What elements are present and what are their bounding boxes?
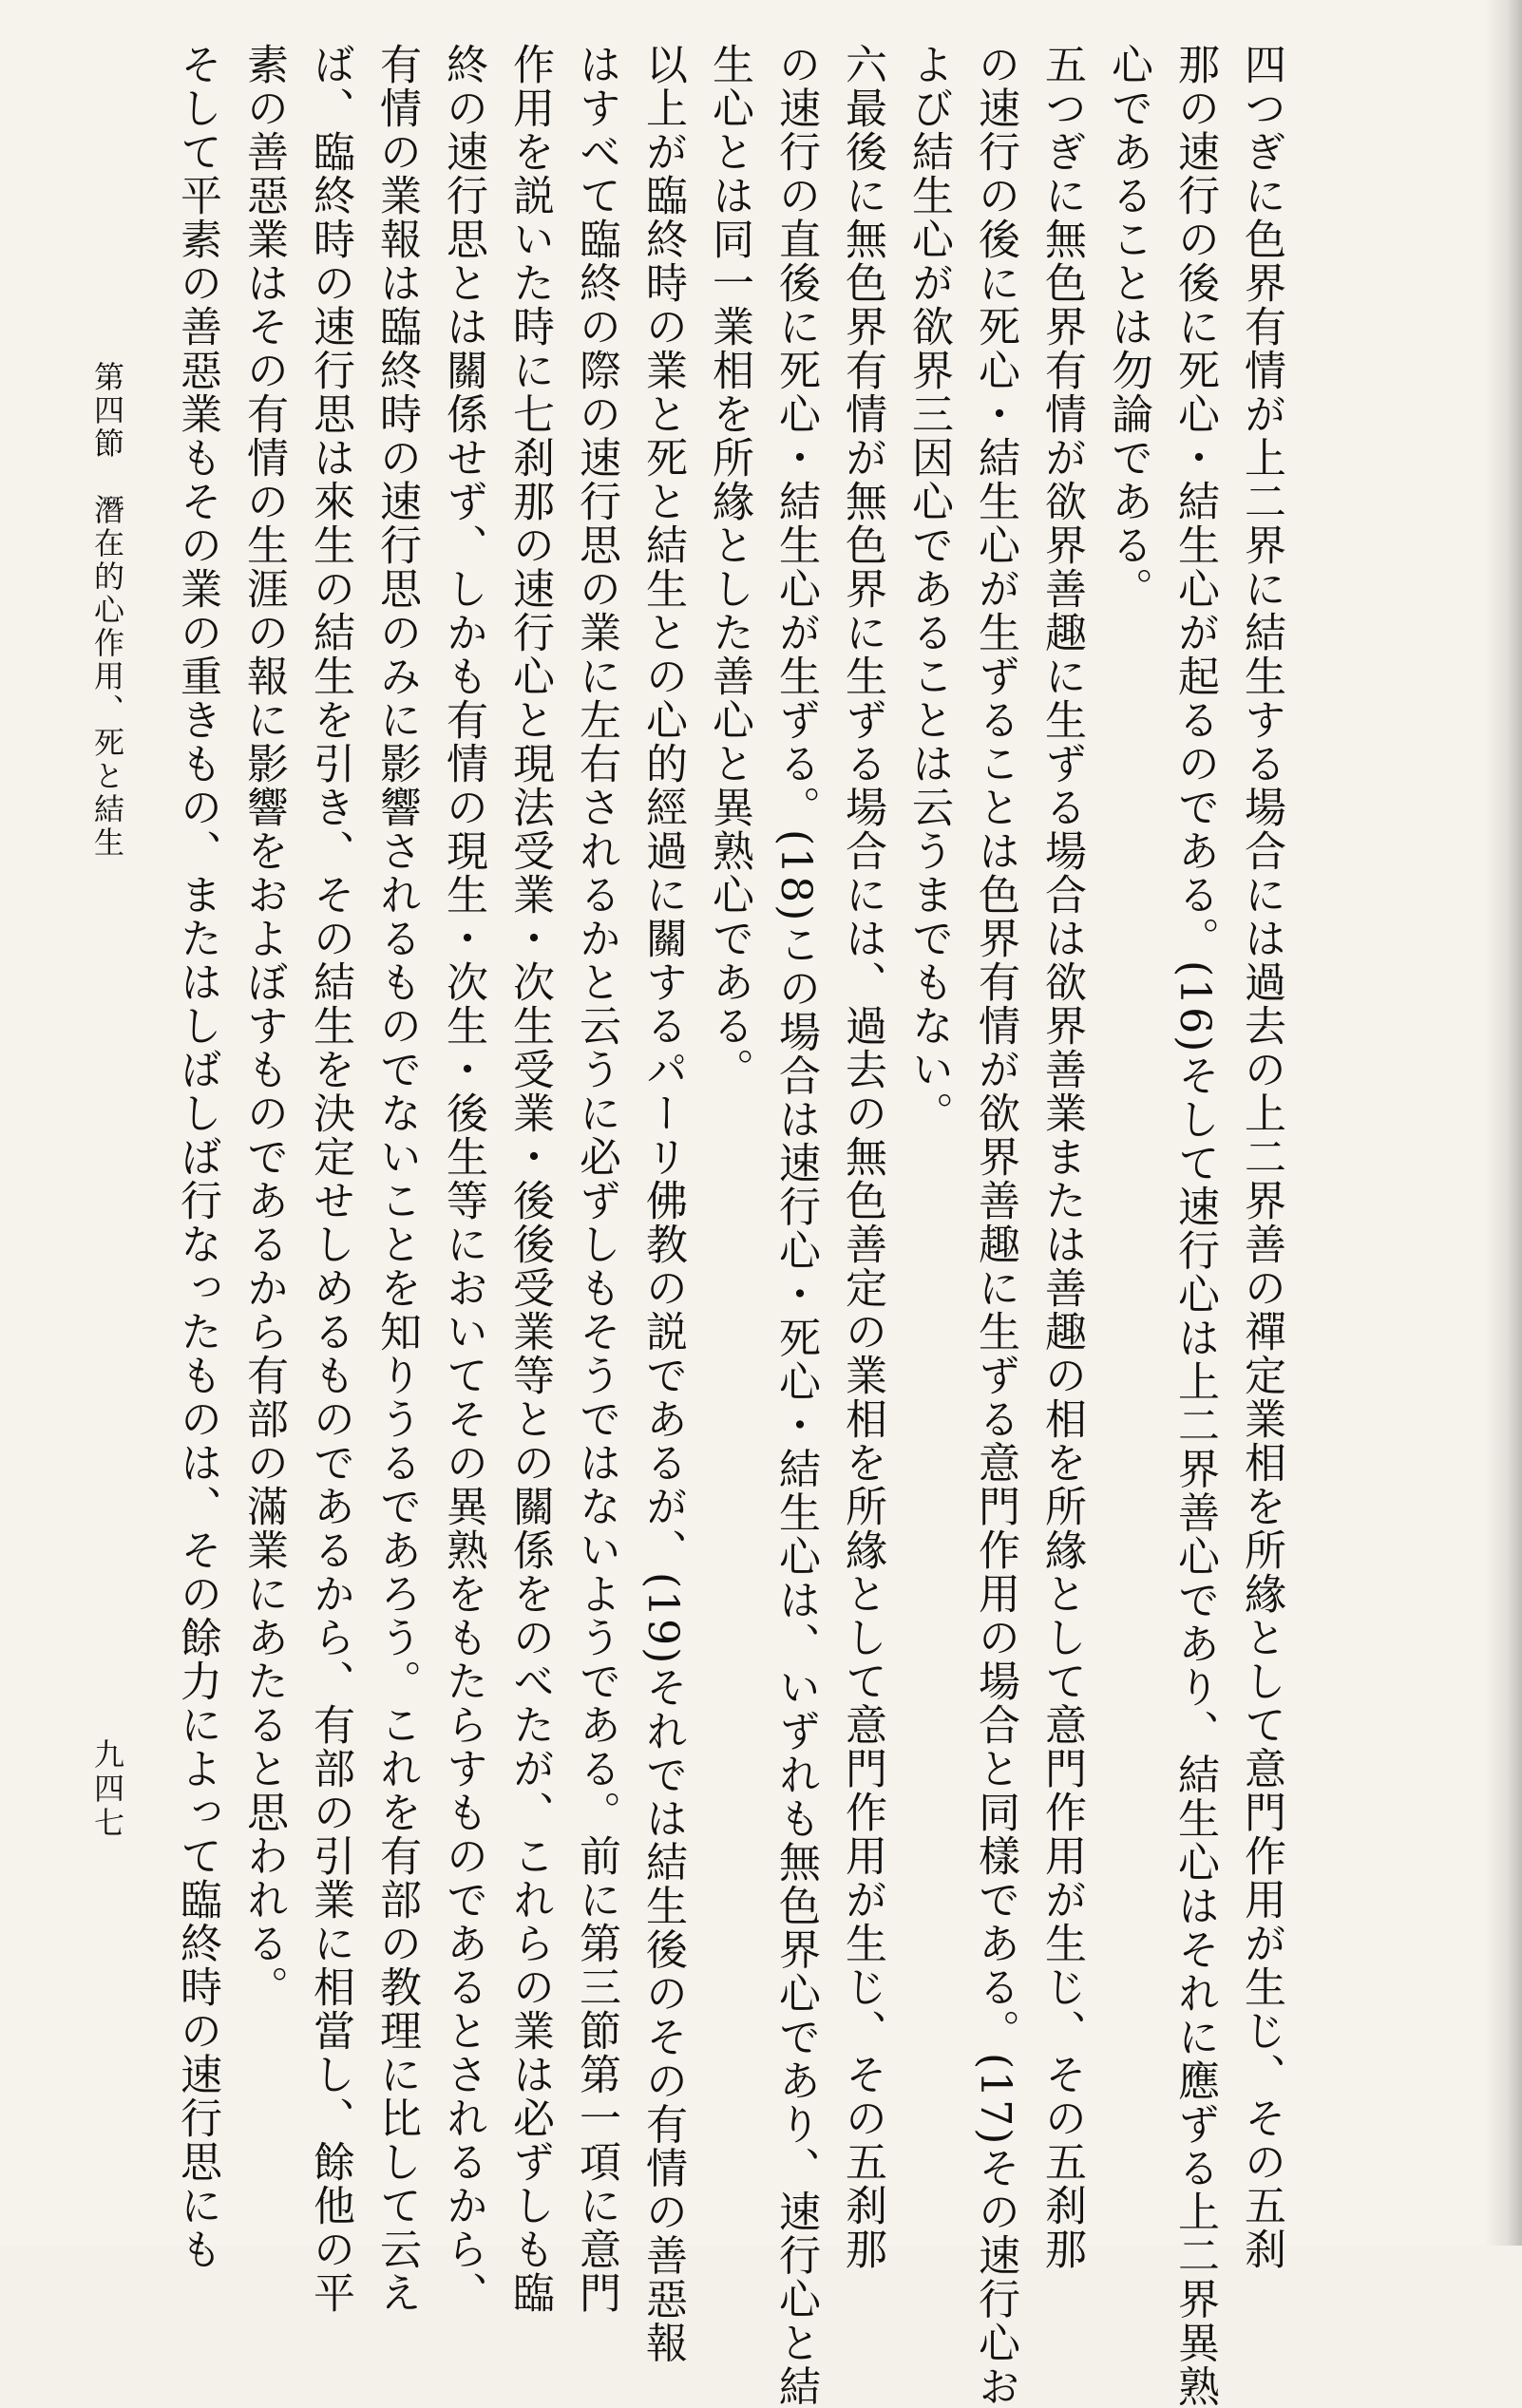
text-line: の速行の直後に死心・結生心が生ずる。(18)この場合は速行心・死心・結生心は、いずれも無色界心であり、速行心と結 <box>771 43 820 2408</box>
text-line: ば、臨終時の速行思は來生の結生を引き、その結生を決定せしめるものであるから、有部の引業に相當し、餘他の平 <box>306 43 354 2315</box>
scan-edge-shadow <box>1484 0 1522 2246</box>
text-line: の速行の後に死心・結生心が生ずることは色界有情が欲界善趣に生ずる意門作用の場合と同樣である。(17)その速行心お <box>971 43 1019 2408</box>
text-line: 心であることは勿論である。 <box>1104 43 1152 611</box>
text-line: 作用を説いた時に七刹那の速行心と現法受業・次生受業・後後受業等との關係をのべたが、これらの業は必ずしも臨 <box>505 43 554 2315</box>
page-number: 九四七 <box>89 1738 125 1841</box>
text-line: 生心とは同一業相を所緣とした善心と異熟心である。 <box>705 43 753 1091</box>
text-line: 素の善惡業はその有情の生涯の報に影響をおよぼすものであるから有部の滿業にあたると思われる。 <box>239 43 288 2009</box>
text-line: よび結生心が欲界三因心であることは云うまでもない。 <box>904 43 953 1135</box>
text-line: 那の速行の後に死心・結生心が起るのである。(16)そして速行心は上二界善心であり、結生心はそれに應ずる上二界異熟 <box>1170 43 1219 2408</box>
text-line: 終の速行思とは關係せず、しかも有情の現生・次生・後生等においてその異熟をもたらすものであるとされるから、 <box>439 43 487 2315</box>
text-line: 四つぎに色界有情が上二界に結生する場合には過去の上二界善の禪定業相を所緣として意門作用が生じ、その五刹 <box>1237 43 1285 2271</box>
text-line: そして平素の善惡業もその業の重きもの、またはしばしば行なったものは、その餘力によって臨終時の速行思にも <box>173 43 221 2271</box>
text-line: 五つぎに無色界有情が欲界善趣に生ずる場合は欲界善業または善趣の相を所緣として意門作用が生じ、その五刹那 <box>1037 43 1086 2271</box>
text-line: はすべて臨終の際の速行思の業に左右されるかと云うに必ずしもそうではないようである。前に第三節第一項に意門 <box>572 43 620 2315</box>
text-line: 六最後に無色界有情が無色界に生ずる場合には、過去の無色善定の業相を所緣として意門作用が生じ、その五刹那 <box>838 43 886 2271</box>
body-text <box>173 43 1294 2408</box>
text-line: 有情の業報は臨終時の速行思のみに影響されるものでないことを知りうるであろう。これを有部の教理に比して云え <box>372 43 421 2315</box>
text-line: 以上が臨終時の業と死と結生との心的經過に關するパーリ佛教の説であるが、(19)それでは結生後のその有情の善惡報 <box>638 43 687 2365</box>
running-section-title: 第四節 潛在的心作用、死と結生 <box>89 361 125 860</box>
